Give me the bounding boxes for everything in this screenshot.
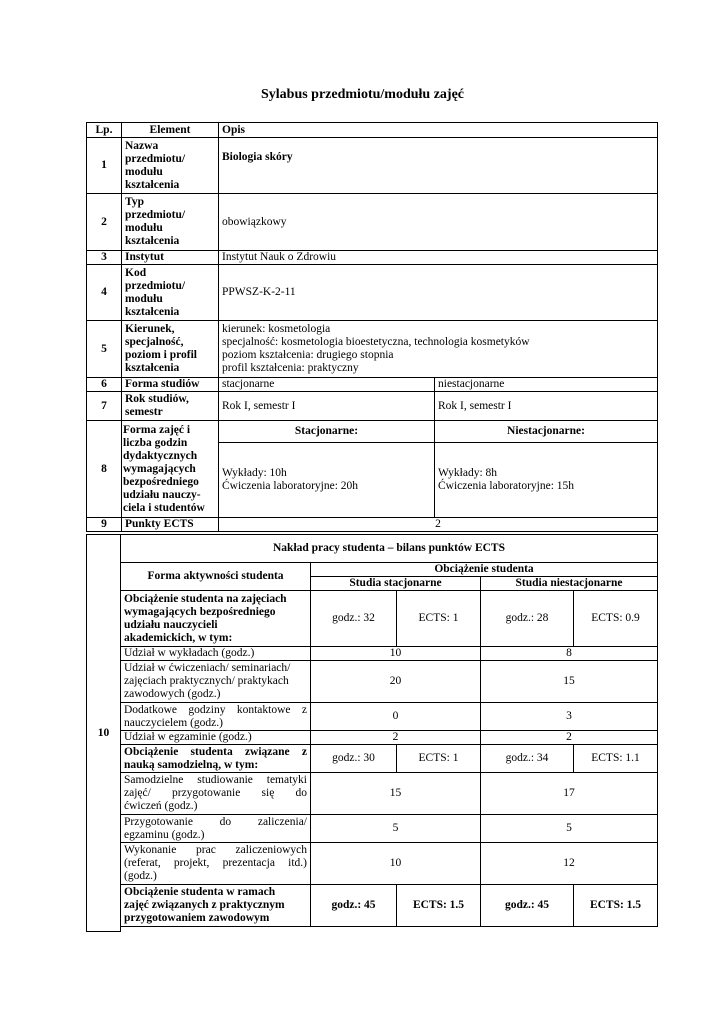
ects-balance-table <box>120 534 658 927</box>
label-line: udziału nauczycieli <box>124 618 218 631</box>
value-line: specjalność: kosmetologia bioestetyczna, technologia kosmetyków <box>222 336 530 348</box>
ects-row <box>121 815 658 843</box>
label-line: (godz.) <box>124 870 157 882</box>
row-2-label <box>122 194 219 251</box>
label-line: Nazwa <box>125 139 159 152</box>
ects-title: Nakład pracy studenta – bilans punktów ECTS <box>121 535 658 563</box>
label-line: modułu <box>125 292 163 305</box>
ects-stac-value: 5 <box>311 815 481 843</box>
row-6-niestac: niestacjonarne <box>435 378 658 392</box>
ects-row-label <box>121 591 311 647</box>
row-4-label <box>122 265 219 321</box>
row-5-value <box>219 321 658 378</box>
label-line: zajęć/ przygotowanie się do <box>124 787 307 799</box>
ects-stac-godz: godz.: 32 <box>311 591 397 647</box>
label-line: semestr <box>125 406 163 418</box>
row-4-value: PPWSZ-K-2-11 <box>219 265 658 321</box>
label-line: kształcenia <box>125 235 180 247</box>
row-2-value: obowiązkowy <box>219 194 658 251</box>
row-9 <box>87 518 658 532</box>
ects-niestac-ects: ECTS: 0.9 <box>574 591 658 647</box>
ects-stac-godz: godz.: 30 <box>311 745 397 773</box>
label-line: modułu <box>125 222 163 234</box>
ects-niestac-header: Studia niestacjonarne <box>481 577 658 591</box>
ects-row-label <box>121 815 311 843</box>
label-line: przedmiotu/ <box>125 209 186 221</box>
ects-row-label: Udział w egzaminie (godz.) <box>121 731 311 745</box>
header-element: Element <box>122 123 219 138</box>
row-8-label <box>122 421 219 518</box>
document-title: Sylabus przedmiotu/modułu zajęć <box>260 87 464 102</box>
label-line: (referat, projekt, prezentacja itd.) <box>124 857 307 869</box>
label-line: Kod <box>125 266 147 279</box>
row-7-label <box>122 392 219 421</box>
row-2 <box>87 194 658 251</box>
row-7-niestac: Rok I, semestr I <box>435 392 658 421</box>
ects-row <box>121 773 658 815</box>
label-line: ciela i studentów <box>123 501 205 514</box>
label-line: Obciążenie studenta związane z <box>124 745 307 758</box>
row-9-lp: 9 <box>87 518 122 532</box>
ects-niestac-value: 5 <box>481 815 658 843</box>
row-4-lp: 4 <box>87 265 122 321</box>
label-line: kształcenia <box>125 178 180 191</box>
ects-obciazenie-header: Obciążenie studenta <box>311 563 658 577</box>
value-line: poziom kształcenia: drugiego stopnia <box>222 349 394 361</box>
ects-row-label: Udział w wykładach (godz.) <box>121 647 311 661</box>
label-line: przedmiotu/ <box>125 279 186 292</box>
ects-stac-value: 15 <box>311 773 481 815</box>
label-line: Obciążenie studenta na zajęciach <box>124 592 287 605</box>
header-row <box>87 123 658 138</box>
label-line: Forma zajęć i <box>123 423 191 436</box>
label-line: Obciążenie studenta w ramach <box>124 886 276 898</box>
label-line: przedmiotu/ <box>125 152 186 165</box>
row-7 <box>87 392 658 421</box>
row-3 <box>87 251 658 265</box>
value-line: kierunek: kosmetologia <box>222 323 331 335</box>
row-3-lp: 3 <box>87 251 122 265</box>
ects-stac-value: 0 <box>311 703 481 731</box>
label-line: wymagających bezpośredniego <box>124 605 276 618</box>
ects-niestac-value: 3 <box>481 703 658 731</box>
label-line: nauczycielem (godz.) <box>124 716 223 729</box>
ects-row-label <box>121 843 311 885</box>
ects-niestac-godz: godz.: 45 <box>481 885 574 927</box>
label-line: kształcenia <box>125 305 180 318</box>
row-6 <box>87 378 658 392</box>
ects-niestac-godz: godz.: 34 <box>481 745 574 773</box>
ects-stac-value: 2 <box>311 731 481 745</box>
label-line: Dodatkowe godziny kontaktowe z <box>124 703 307 716</box>
label-line: liczba godzin <box>123 436 188 449</box>
row-7-lp: 7 <box>87 392 122 421</box>
ects-row-label <box>121 773 311 815</box>
ects-row <box>121 647 658 661</box>
header-lp: Lp. <box>87 123 122 138</box>
ects-niestac-ects: ECTS: 1.5 <box>574 885 658 927</box>
ects-title-row <box>121 535 658 563</box>
ects-row-label <box>121 703 311 731</box>
row-4 <box>87 265 658 321</box>
row-8-stac-header: Stacjonarne: <box>219 421 435 443</box>
label-line: akademickich, w tym: <box>124 631 233 644</box>
ects-stac-value: 10 <box>311 647 481 661</box>
label-line: Kierunek, <box>125 323 175 335</box>
label-line: egzaminu (godz.) <box>124 828 205 841</box>
row-3-value: Instytut Nauk o Zdrowiu <box>219 251 658 265</box>
ects-niestac-value: 2 <box>481 731 658 745</box>
ects-row <box>121 591 658 647</box>
label-line: Wykonanie prac zaliczeniowych <box>124 844 307 856</box>
ects-forma-header: Forma aktywności studenta <box>121 563 311 591</box>
ects-row <box>121 703 658 731</box>
row-9-label: Punkty ECTS <box>122 518 219 532</box>
label-line: udziału nauczy- <box>123 488 201 501</box>
ects-row <box>121 885 658 927</box>
value-line: Ćwiczenia laboratoryjne: 20h <box>222 480 359 492</box>
row-10-lp: 10 <box>86 534 121 932</box>
label-line: wymagających <box>123 462 196 475</box>
ects-niestac-value: 17 <box>481 773 658 815</box>
label-line: Typ <box>125 196 144 208</box>
row-1 <box>87 138 658 194</box>
label-line: Przygotowanie do zaliczenia/ <box>124 815 307 828</box>
ects-stac-ects: ECTS: 1 <box>397 591 481 647</box>
ects-row-label <box>121 661 311 703</box>
label-line: poziom i profil <box>125 349 197 361</box>
ects-niestac-value: 15 <box>481 661 658 703</box>
ects-stac-value: 20 <box>311 661 481 703</box>
label-line: Udział w ćwiczeniach/ seminariach/ <box>124 662 291 674</box>
row-7-stac: Rok I, semestr I <box>219 392 435 421</box>
value-line: Ćwiczenia laboratoryjne: 15h <box>438 480 575 492</box>
ects-row-label <box>121 745 311 773</box>
ects-niestac-godz: godz.: 28 <box>481 591 574 647</box>
ects-stac-ects: ECTS: 1 <box>397 745 481 773</box>
label-line: bezpośredniego <box>123 475 199 488</box>
label-line: zawodowych (godz.) <box>124 688 221 700</box>
row-8-niestac-values <box>435 443 658 518</box>
label-line: specjalność, <box>125 336 184 348</box>
row-1-label <box>122 138 219 194</box>
ects-stac-godz: godz.: 45 <box>311 885 397 927</box>
syllabus-main-table <box>86 122 658 532</box>
ects-stac-value: 10 <box>311 843 481 885</box>
row-8-lp: 8 <box>87 421 122 518</box>
ects-niestac-value: 12 <box>481 843 658 885</box>
label-line: zajęciach praktycznych/ praktykach <box>124 675 289 687</box>
row-6-lp: 6 <box>87 378 122 392</box>
row-5-lp: 5 <box>87 321 122 378</box>
row-8-header <box>87 421 658 443</box>
row-6-label: Forma studiów <box>122 378 219 392</box>
label-line: ćwiczeń (godz.) <box>124 800 198 812</box>
row-5-label <box>122 321 219 378</box>
ects-row <box>121 731 658 745</box>
label-line: Samodzielne studiowanie tematyki <box>124 774 307 786</box>
row-6-stac: stacjonarne <box>219 378 435 392</box>
row-1-value: Biologia skóry <box>219 138 658 194</box>
ects-stac-header: Studia stacjonarne <box>311 577 481 591</box>
value-line: Wykłady: 10h <box>222 467 287 479</box>
label-line: przygotowaniem zawodowym <box>124 912 270 924</box>
header-opis: Opis <box>219 123 658 138</box>
ects-stac-ects: ECTS: 1.5 <box>397 885 481 927</box>
label-line: modułu <box>125 165 163 178</box>
ects-niestac-ects: ECTS: 1.1 <box>574 745 658 773</box>
row-8-stac-values <box>219 443 435 518</box>
label-line: kształcenia <box>125 362 180 374</box>
ects-row <box>121 661 658 703</box>
label-line: Rok studiów, <box>125 393 189 405</box>
row-8-niestac-header: Niestacjonarne: <box>435 421 658 443</box>
ects-row-label <box>121 885 311 927</box>
ects-header-row-1 <box>121 563 658 577</box>
label-line: dydaktycznych <box>123 449 198 462</box>
ects-row <box>121 843 658 885</box>
row-9-value: 2 <box>219 518 658 532</box>
row-3-label: Instytut <box>122 251 219 265</box>
ects-row <box>121 745 658 773</box>
label-line: nauką samodzielną, w tym: <box>124 758 259 771</box>
value-line: profil kształcenia: praktyczny <box>222 362 359 374</box>
value-line: Wykłady: 8h <box>438 467 498 479</box>
row-1-lp: 1 <box>87 138 122 194</box>
ects-niestac-value: 8 <box>481 647 658 661</box>
row-2-lp: 2 <box>87 194 122 251</box>
row-5 <box>87 321 658 378</box>
label-line: zajęć związanych z praktycznym <box>124 899 285 911</box>
